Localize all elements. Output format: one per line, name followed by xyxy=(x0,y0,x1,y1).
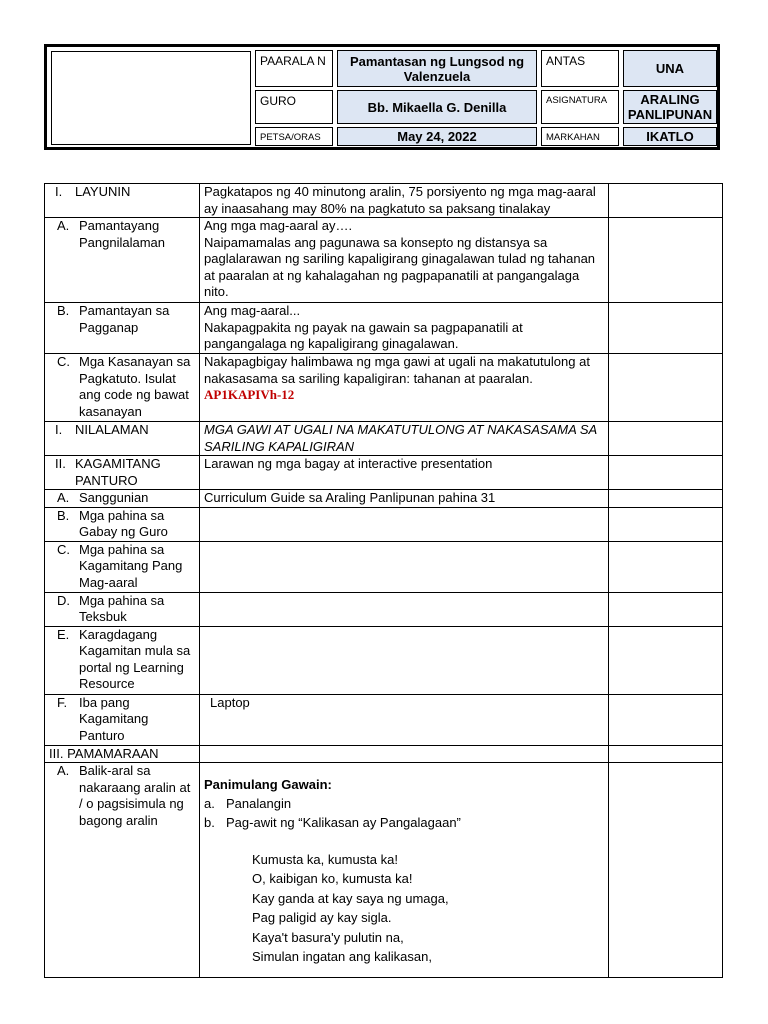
row-content xyxy=(200,763,609,978)
row-content: Laptop xyxy=(200,694,609,745)
song-line: Pag paligid ay kay sigla. xyxy=(252,910,392,925)
row-content xyxy=(200,507,609,541)
table-row xyxy=(45,218,723,303)
row-title: Pamantayang Pangnilalaman xyxy=(79,218,166,250)
row-letter: C. xyxy=(57,354,70,369)
quarter-label: MARKAHAN xyxy=(541,127,619,146)
row-content: MGA GAWI AT UGALI NA MAKATUTULONG AT NAKASASAMA SA SARILING KAPALIGIRAN xyxy=(200,422,609,456)
row-letter: F. xyxy=(57,694,68,710)
level-label: ANTAS xyxy=(541,50,619,87)
row-label xyxy=(45,541,200,592)
row-title: Balik-aral sa nakaraang aralin at / o pagsisimula ng bagong aralin xyxy=(79,763,191,828)
row-title: Mga pahina sa Teksbuk xyxy=(79,592,165,624)
table-row xyxy=(45,303,723,354)
row-content: Larawan ng mga bagay at interactive presentation xyxy=(200,456,609,490)
row-letter: E. xyxy=(57,626,70,642)
table-row xyxy=(45,763,723,978)
row-notes xyxy=(609,507,723,541)
row-number: I. xyxy=(55,184,63,199)
date-value: May 24, 2022 xyxy=(337,127,537,146)
row-letter: B. xyxy=(57,507,70,523)
row-label xyxy=(45,592,200,626)
row-notes xyxy=(609,490,723,508)
header-table xyxy=(44,44,720,150)
table-row xyxy=(45,626,723,694)
row-notes xyxy=(609,745,723,763)
row-notes xyxy=(609,303,723,354)
row-content: Pagkatapos ng 40 minutong aralin, 75 porsiyento ng mga mag-aaral ay inaasahang may 80% na pagkatuto sa paksang tinalakay xyxy=(200,184,609,218)
list-text: Panalangin xyxy=(226,795,292,811)
row-label xyxy=(45,745,200,763)
row-title: Sanggunian xyxy=(79,490,149,505)
teacher-value: Bb. Mikaella G. Denilla xyxy=(337,90,537,124)
table-row xyxy=(45,507,723,541)
activity-heading: Panimulang Gawain: xyxy=(204,777,332,792)
table-row xyxy=(45,745,723,763)
row-title: KAGAMITANG PANTURO xyxy=(75,456,161,488)
row-content xyxy=(200,745,609,763)
list-item xyxy=(204,794,604,813)
row-content: Curriculum Guide sa Araling Panlipunan pahina 31 xyxy=(200,490,609,508)
row-label xyxy=(45,763,200,978)
teacher-label: GURO xyxy=(255,90,333,124)
content-intro: Ang mga mag-aaral ay…. xyxy=(204,218,353,233)
row-letter: A. xyxy=(57,490,70,505)
school-value: Pamantasan ng Lungsod ng Valenzuela xyxy=(337,50,537,87)
row-letter: D. xyxy=(57,592,70,608)
row-content xyxy=(200,541,609,592)
row-notes xyxy=(609,694,723,745)
content-text: Nakapagpakita ng payak na gawain sa pagpapanatili at pangangalaga ng kapaligirang ginagalawan. xyxy=(204,319,523,351)
row-content xyxy=(200,592,609,626)
row-label xyxy=(45,507,200,541)
row-notes xyxy=(609,592,723,626)
content-text: Naipamamalas ang pagunawa sa konsepto ng distansya sa paglalarawan ng sariling kapaligirang ginagalawan tulad ng tahanan at paaralan at ng kahalagahan ng pagpapanatili at pangangalaga nito. xyxy=(204,234,596,299)
list-letter: b. xyxy=(204,814,215,830)
content-text: Nakapagbigay halimbawa ng mga gawi at ugali na makatutulong at nakasasama sa sariling kapaligiran: tahanan at paaralan. xyxy=(204,354,590,386)
song-line: Kay ganda at kay saya ng umaga, xyxy=(252,890,449,906)
row-notes xyxy=(609,763,723,978)
table-row xyxy=(45,184,723,218)
lesson-plan-table xyxy=(44,183,723,978)
row-label xyxy=(45,456,200,490)
row-label xyxy=(45,490,200,508)
row-content xyxy=(200,354,609,422)
row-number: II. xyxy=(55,456,66,471)
row-letter: C. xyxy=(57,541,70,557)
row-label xyxy=(45,694,200,745)
song-line: Kaya't basura'y pulutin na, xyxy=(252,929,404,945)
logo-placeholder xyxy=(51,51,251,145)
row-content xyxy=(200,218,609,303)
list-item xyxy=(204,813,604,832)
song-line: Kumusta ka, kumusta ka! xyxy=(252,851,398,867)
table-row xyxy=(45,592,723,626)
school-label: PAARALA N xyxy=(255,50,333,87)
table-row xyxy=(45,541,723,592)
row-content xyxy=(200,626,609,694)
row-title: Pamantayan sa Pagganap xyxy=(79,303,170,335)
row-label xyxy=(45,303,200,354)
table-row xyxy=(45,354,723,422)
row-title: PAMAMARAAN xyxy=(67,745,159,761)
quarter-value: IKATLO xyxy=(623,127,717,146)
row-title: Iba pang Kagamitang Panturo xyxy=(79,694,149,743)
subject-value: ARALING PANLIPUNAN xyxy=(623,90,717,124)
table-row xyxy=(45,456,723,490)
row-label xyxy=(45,422,200,456)
row-title: Mga pahina sa Gabay ng Guro xyxy=(79,507,168,539)
song-line: Simulan ingatan ang kalikasan, xyxy=(252,949,432,964)
song-lyrics xyxy=(204,850,604,967)
song-line: O, kaibigan ko, kumusta ka! xyxy=(252,871,413,886)
row-notes xyxy=(609,354,723,422)
table-row xyxy=(45,490,723,508)
list-letter: a. xyxy=(204,795,215,811)
row-title: Mga Kasanayan sa Pagkatuto. Isulat ang code ng bawat kasanayan xyxy=(79,354,191,419)
row-title: LAYUNIN xyxy=(75,184,131,199)
list-text: Pag-awit ng “Kalikasan ay Pangalagaan” xyxy=(226,814,461,830)
row-title: Karagdagang Kagamitan mula sa portal ng Learning Resource xyxy=(79,626,191,691)
content-intro: Ang mag-aaral... xyxy=(204,303,301,318)
row-notes xyxy=(609,541,723,592)
row-number: I. xyxy=(55,422,63,437)
row-notes xyxy=(609,184,723,218)
row-content xyxy=(200,303,609,354)
date-label: PETSA/ORAS xyxy=(255,127,333,146)
row-label xyxy=(45,184,200,218)
row-notes xyxy=(609,422,723,456)
subject-label: ASIGNATURA xyxy=(541,90,619,124)
row-label xyxy=(45,218,200,303)
row-title: NILALAMAN xyxy=(75,422,149,437)
row-letter: A. xyxy=(57,763,70,778)
row-letter: A. xyxy=(57,218,70,233)
row-label xyxy=(45,354,200,422)
row-notes xyxy=(609,456,723,490)
competency-code: AP1KAPIVh-12 xyxy=(204,387,295,402)
row-title: Mga pahina sa Kagamitang Pang Mag-aaral xyxy=(79,541,183,590)
row-label xyxy=(45,626,200,694)
row-notes xyxy=(609,218,723,303)
row-number: III. xyxy=(49,745,64,761)
row-letter: B. xyxy=(57,303,70,318)
level-value: UNA xyxy=(623,50,717,87)
row-notes xyxy=(609,626,723,694)
table-row xyxy=(45,694,723,745)
table-row xyxy=(45,422,723,456)
